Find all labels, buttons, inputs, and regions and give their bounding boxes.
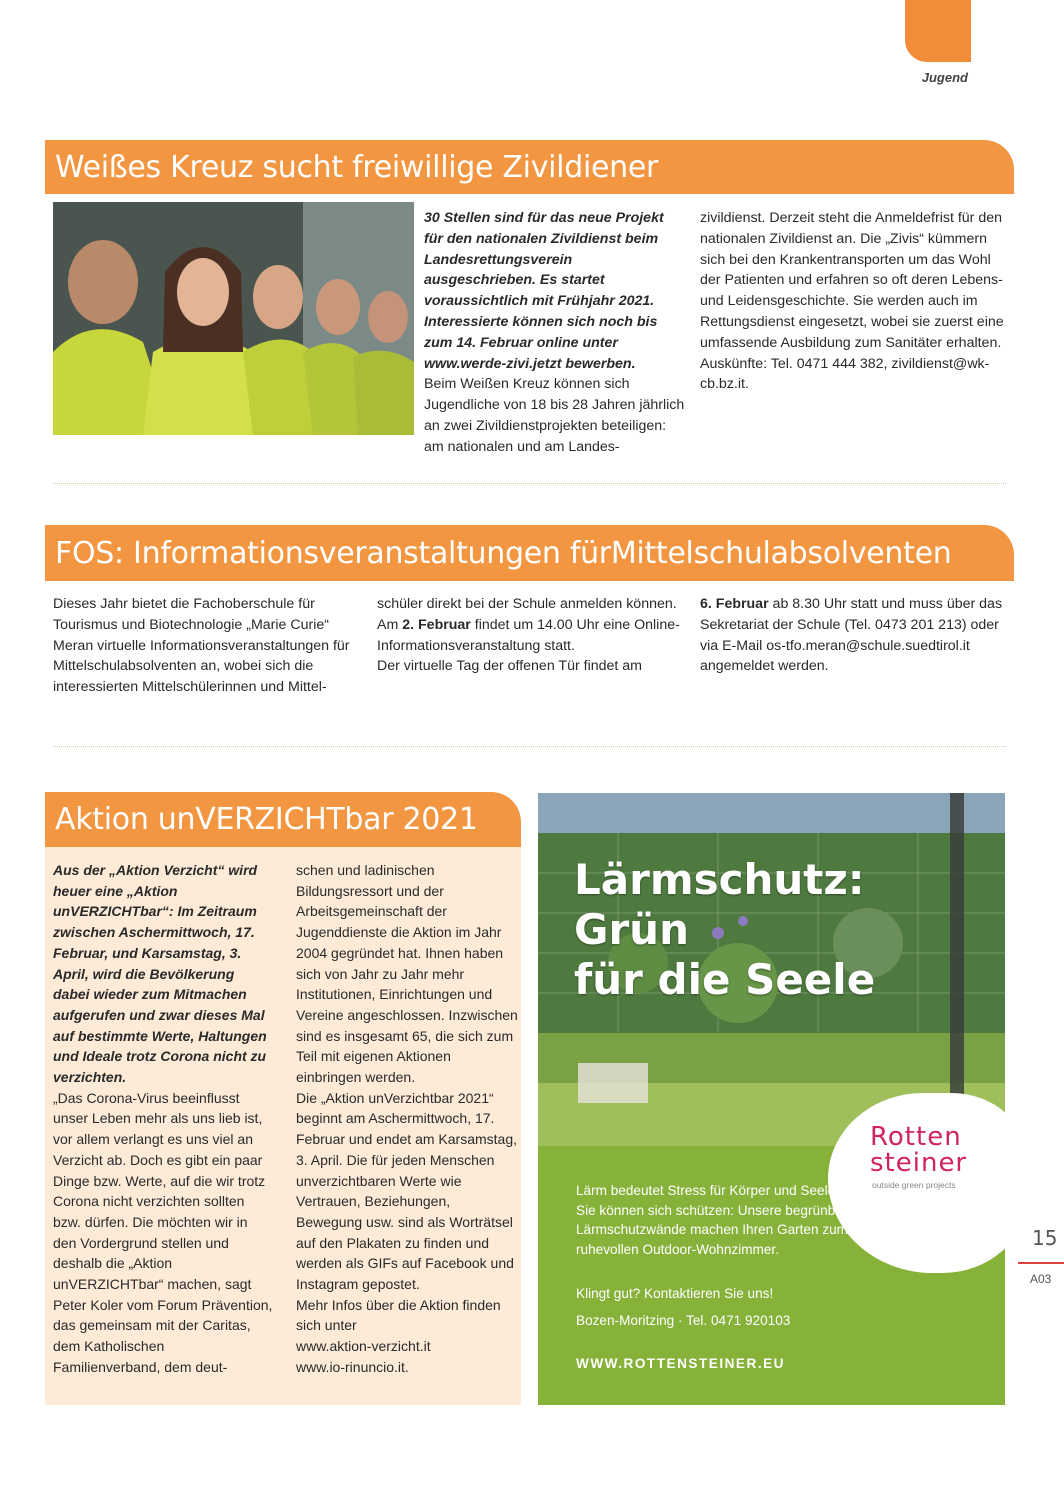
link-io-rinuncio[interactable]: www.io-rinuncio.it.: [296, 1358, 409, 1375]
ad-contact: Klingt gut? Kontaktieren Sie uns!: [576, 1286, 774, 1301]
article3-column-1: [53, 860, 274, 1378]
article2-column-3: [700, 594, 1006, 677]
advertisement: [538, 793, 1005, 1405]
brand-logo-line1: Rotten: [870, 1122, 962, 1152]
article2-body-2c: Der virtuelle Tag der offenen Tür findet am: [377, 658, 642, 675]
ad-body-text: Lärm bedeutet Stress für Körper und Seele, doch Sie können sich schützen: Unsere begrünbaren Lärmschutzwände machen Ihren Garten zum ruhevollen Outdoor-Wohnzimmer.: [576, 1183, 873, 1257]
article1-body-2: zivildienst. Derzeit steht die Anmeldefrist für den nationalen Zivildienst an. Die „Zivis“ kümmern sich bei den Krankentransporten um das Wohl der Patienten und erfahren so oft deren Lebens- und Leidensgeschichte. Sie werden auch im Rettungsdienst eingesetzt, wobei sie zuerst eine umfassende Ausbildung zum Sanitäter erhalten. Auskünfte: Tel. 0471 444 382, zivildienst@wk-cb.bz.it.: [700, 210, 1004, 393]
section-tab: [905, 0, 971, 62]
page-number: 15: [1032, 1226, 1058, 1250]
ad-title: Lärmschutz: Grün für die Seele: [574, 855, 876, 1004]
ad-address: Bozen-Moritzing · Tel. 0471 920103: [576, 1313, 791, 1328]
article2-body-3: 6. Februar ab 8.30 Uhr statt und muss über das Sekretariat der Schule (Tel. 0473 201 213) oder via E-Mail os-tfo.meran@schule.suedtirol.it angemeldet werden.: [700, 596, 1003, 675]
article3-body-2b: Die „Aktion unVerzichtbar 2021“ beginnt am Aschermittwoch, 17. Februar und endet am Karsamstag, 3. April. Die für jeden Menschen unverzichtbaren Werte wie Vertrauen, Beziehungen, Bewegung usw. sind als Worträtsel auf den Plakaten zu finden und werden als GIFs auf Facebook und Instagram gepostet.: [296, 1089, 518, 1293]
divider: [53, 483, 1006, 484]
article3-headline: Aktion unVERZICHTbar 2021: [45, 792, 521, 847]
brand-logo-line2: steiner: [870, 1148, 968, 1178]
date-highlight: 2. Februar: [402, 616, 471, 633]
ad-website-link[interactable]: WWW.ROTTENSTEINER.EU: [576, 1356, 785, 1371]
article2-column-1: [53, 594, 359, 698]
article3-body-2c: Mehr Infos über die Aktion finden sich unter: [296, 1296, 501, 1334]
issue-code: A03: [1030, 1272, 1052, 1286]
article1-column-1: [424, 208, 686, 458]
section-label: Jugend: [921, 70, 968, 85]
brand-tagline: outside green projects: [872, 1180, 956, 1190]
article2-column-2: [377, 594, 682, 677]
article1-lead: 30 Stellen sind für das neue Projekt für den nationalen Zivildienst beim Landesrettungsverein ausgeschrieben. Es startet voraussichtlich mit Frühjahr 2021. Interessierte können sich noch bis zum 14. Februar online unter www.werde-zivi.jetzt bewerben.: [424, 210, 664, 372]
article1-column-2: [700, 208, 1004, 395]
date-highlight: 6. Februar: [700, 596, 769, 612]
article1-headline: Weißes Kreuz sucht freiwillige Zivildiener: [45, 140, 1014, 194]
article2-headline: FOS: Informationsveranstaltungen fürMittelschulabsolventen: [45, 525, 1014, 581]
article2-body-2a: schüler direkt bei der Schule anmelden können.: [377, 596, 677, 612]
article3-body-2a: schen und ladinischen Bildungsressort und der Arbeitsgemeinschaft der Jugenddienste die Aktion im Jahr 2004 gegründet hat. Ihnen haben sich von Jahr zu Jahr mehr Institutionen, Einrichtungen und Vereine angeschlossen. Inzwischen sind es insgesamt 65, die sich zum Teil mit eigenen Aktionen einbringen werden.: [296, 862, 518, 1086]
link-aktion-verzicht[interactable]: www.aktion-verzicht.it: [296, 1338, 431, 1355]
volunteers-photo-illustration: [53, 202, 414, 435]
article2-body-1: Dieses Jahr bietet die Fachoberschule für Tourismus und Biotechnologie „Marie Curie“ Meran virtuelle Informationsveranstaltungen für Mittelschulabsolventen an, wobei sich die interessierten Mittelschülerinnen und Mittel-: [53, 596, 350, 696]
article3-body-1: „Das Corona-Virus beeinflusst unser Leben mehr als uns lieb ist, vor allem verlangt es uns viel an Verzicht ab. Doch es gibt ein paar Dinge bzw. Werte, auf die wir trotz Corona nicht verzichten sollten bzw. dürfen. Die möchten wir in den Vordergrund stellen und deshalb die „Aktion unVERZICHTbar“ machen, sagt Peter Koler vom Forum Prävention, das gemeinsam mit der Caritas, dem Katholischen Familienverband, dem deut-: [53, 1089, 273, 1375]
page-number-rule: [1018, 1262, 1064, 1264]
article3-lead: Aus der „Aktion Verzicht“ wird heuer eine „Aktion unVERZICHTbar“: Im Zeitraum zwischen Aschermittwoch, 17. Februar, und Karsamstag, 3. April, wird die Bevölkerung dabei wieder zum Mitmachen aufgerufen und zwar dieses Mal auf bestimmte Werte, Haltungen und Ideale trotz Corona nicht zu verzichten.: [53, 862, 267, 1086]
article1-body-1: Beim Weißen Kreuz können sich Jugendliche von 18 bis 28 Jahren jährlich an zwei Zivildienstprojekten beteiligen: am nationalen und am Landes-: [424, 376, 685, 455]
article1-photo: [53, 202, 414, 435]
divider: [53, 746, 1006, 747]
article3-column-2: [296, 860, 518, 1378]
article2-body-2b: Am 2. Februar findet um 14.00 Uhr eine Online-Informationsveranstaltung statt.: [377, 616, 680, 654]
